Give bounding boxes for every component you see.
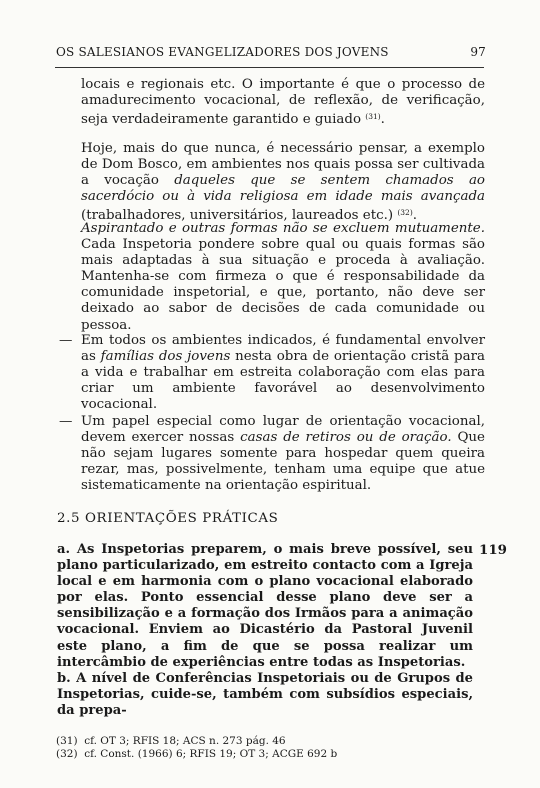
margin-number: 119 (479, 542, 507, 558)
paragraph-2 (81, 141, 485, 224)
paragraph-2-text-a: Hoje, mais do que nunca, é necessário pensar, a exemplo de Dom Bosco, em ambientes nos quais possa ser cultivada a vocação (81, 141, 485, 189)
bullet-dash: — (59, 414, 73, 429)
running-header (56, 45, 486, 59)
header-rule (55, 67, 484, 68)
bullet-dash: — (59, 333, 73, 348)
paragraph-2-emphasis: daqueles que se sentem chamados ao sacerdócio ou à vida religiosa em idade mais avançada (81, 173, 485, 205)
paragraph-1-end: . (380, 112, 385, 128)
bullet-item-families (59, 333, 485, 413)
bullet-1-text-a: Em todos os ambientes indicados, é fundamental envolver as (81, 333, 485, 365)
orientation-a: a. As Inspetorias preparem, o mais breve possível, seu plano particularizado, em estreito contacto com a Igreja local e em harmonia com o plano vocacional elaborado por elas. Ponto essencial desse plano deve ser a sensibilização e a formação dos Irmãos para a animação vocacional. Enviem ao Dicastério da Pastoral Juvenil este plano, a fim de que se possa realizar um intercâmbio de experiências entre todas as Inspetorias. (57, 542, 473, 670)
running-title: OS SALESIANOS EVANGELIZADORES DOS JOVENS (56, 45, 389, 59)
orientation-b: b. A nível de Conferências Inspetoriais ou de Grupos de Inspetorias, cuide-se, também com subsídios especiais, da prepa- (57, 671, 473, 719)
page-number: 97 (470, 45, 486, 59)
section-heading: 2.5 ORIENTAÇÕES PRÁTICAS (57, 511, 279, 526)
footnote-32: (32) cf. Const. (1966) 6; RFIS 19; OT 3; ACGE 692 b (56, 748, 338, 760)
paragraph-1-text: locais e regionais etc. O importante é que o processo de amadurecimento vocacional, de reflexão, de verificação, seja verdadeiramente garantido e guiado (81, 77, 485, 128)
bullet-2-emphasis: casas de retiros ou de oração. (240, 430, 452, 446)
paragraph-3 (81, 221, 485, 334)
bullet-2-text-c: Que não sejam lugares somente para hospedar quem queira rezar, mas, possivelmente, tenham uma equipe que atue sistematicamente na orientação espiritual. (81, 430, 485, 494)
footnote-31: (31) cf. OT 3; RFIS 18; ACS n. 273 pág. 46 (56, 735, 286, 747)
bullet-item-retreat-houses (59, 414, 485, 494)
bullet-1-emphasis: famílias dos jovens (100, 349, 231, 365)
paragraph-2-text-c: (trabalhadores, universitários, laureados etc.) (81, 208, 398, 224)
bullet-1-text-c: nesta obra de orientação cristã para a vida e trabalhar em estreita colaboração com elas para criar um ambiente favorável ao desenvolvimento vocacional. (81, 349, 486, 413)
paragraph-3-text: Cada Inspetoria pondere sobre qual ou quais formas são mais adaptadas à sua situação e proceda à avaliação. Mantenha-se com firmeza o que é responsabilidade da comunidade inspetorial, e que, portanto, não deve ser deixado ao sabor de decisões de cada comunidade ou pessoa. (81, 237, 485, 333)
paragraph-2-end: . (412, 208, 418, 224)
bullet-2-text-a: Um papel especial como lugar de orientação vocacional, devem exercer nossas (81, 414, 485, 446)
footnote-ref-32: (32) (397, 208, 413, 218)
paragraph-1 (81, 77, 485, 128)
paragraph-3-emphasis: Aspirantado e outras formas não se excluem mutuamente. (81, 221, 485, 236)
footnotes (56, 735, 337, 761)
footnote-ref-31: (31) (365, 112, 381, 122)
